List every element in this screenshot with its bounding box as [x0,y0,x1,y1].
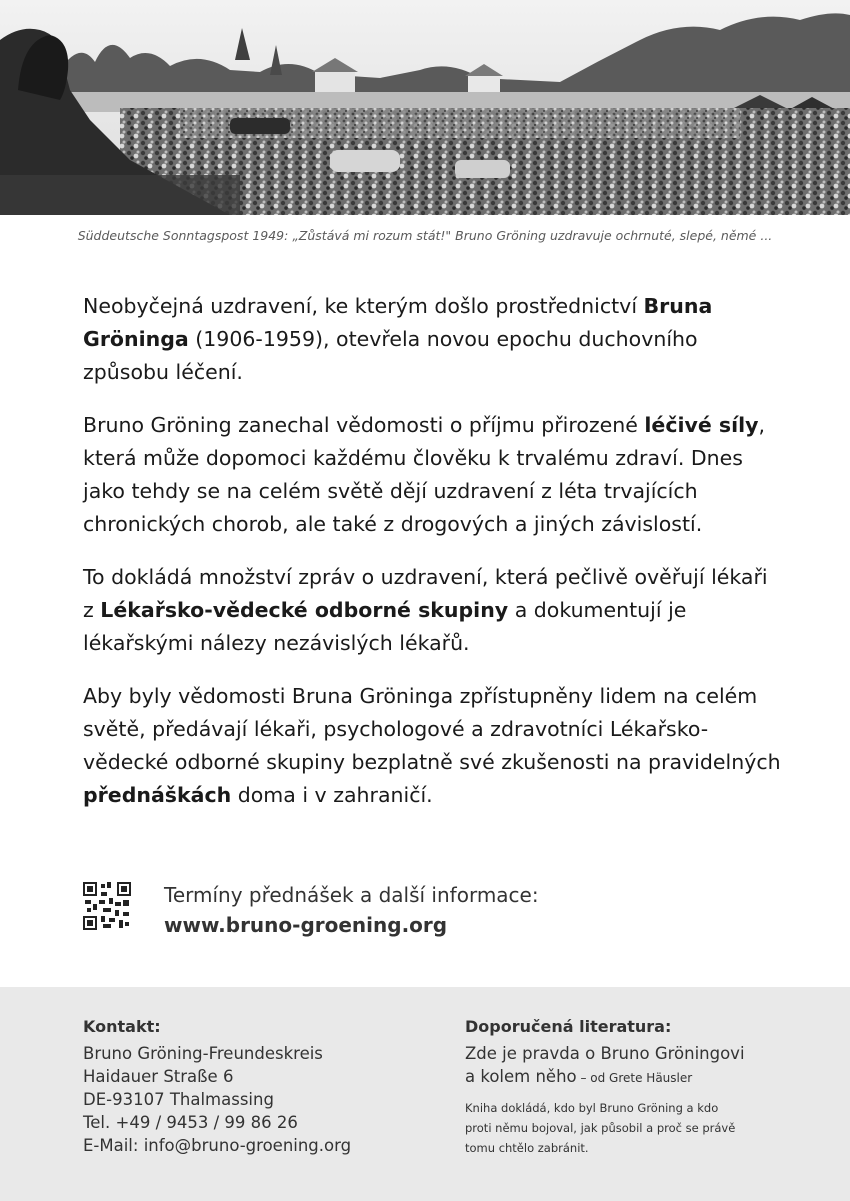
main-text [83,290,783,832]
book-author: – od Grete Häusler [576,1071,693,1085]
historic-crowd-photo [0,0,850,215]
literature-heading: Doporučená literatura: [465,1017,672,1036]
literature-section [465,1016,785,1158]
info-text [164,880,539,940]
footer [0,987,850,1201]
qr-code-icon[interactable] [83,882,131,930]
contact-heading: Kontakt: [83,1017,161,1036]
photo-caption: Süddeutsche Sonntagspost 1949: „Zůstává mi rozum stát!" Bruno Gröning uzdravuje ochrnuté, slepé, němé ... [77,228,773,243]
contact-section [83,1016,423,1157]
info-line: Termíny přednášek a další informace: [164,883,539,907]
book-title-line-1: Zde je pravda o Bruno Gröningovi [465,1044,745,1063]
book-title-line-2: a kolem něho – od Grete Häusler [465,1067,693,1086]
paragraph-3: To dokládá množství zpráv o uzdravení, která pečlivě ověřují lékaři z Lékařsko-vědecké odborné skupiny a dokumentují je lékařskými nálezy nezávislých lékařů. [83,565,768,655]
lecture-info [83,880,783,937]
paragraph-1: Neobyčejná uzdravení, ke kterým došlo prostřednictví Bruna Gröninga (1906-1959), otevřela novou epochu duchovního způsobu léčení. [83,294,713,384]
contact-phone: Tel. +49 / 9453 / 99 86 26 [83,1113,298,1132]
website-link[interactable]: www.bruno-groening.org [164,913,448,937]
book-description: Kniha dokládá, kdo byl Bruno Gröning a kdo proti němu bojoval, jak působil a proč se právě tomu chtělo zabránit. [465,1101,736,1155]
paragraph-2: Bruno Gröning zanechal vědomosti o příjmu přirozené léčivé síly, která může dopomoci každému člověku k trvalému zdraví. Dnes jako tehdy se na celém světě dějí uzdravení z léta trvajících chronických chorob, ale také z drogových a jiných závislostí. [83,413,766,536]
contact-street: Haidauer Straße 6 [83,1067,234,1086]
paragraph-4: Aby byly vědomosti Bruna Gröninga zpřístupněny lidem na celém světě, předávají lékaři, psychologové a zdravotníci Lékařsko-vědecké odborné skupiny bezplatně své zkušenosti na pravidelných přednáškách doma i v zahraničí. [83,684,781,807]
contact-city: DE-93107 Thalmassing [83,1090,274,1109]
contact-email[interactable]: E-Mail: info@bruno-groening.org [83,1136,352,1155]
contact-org: Bruno Gröning-Freundeskreis [83,1044,323,1063]
